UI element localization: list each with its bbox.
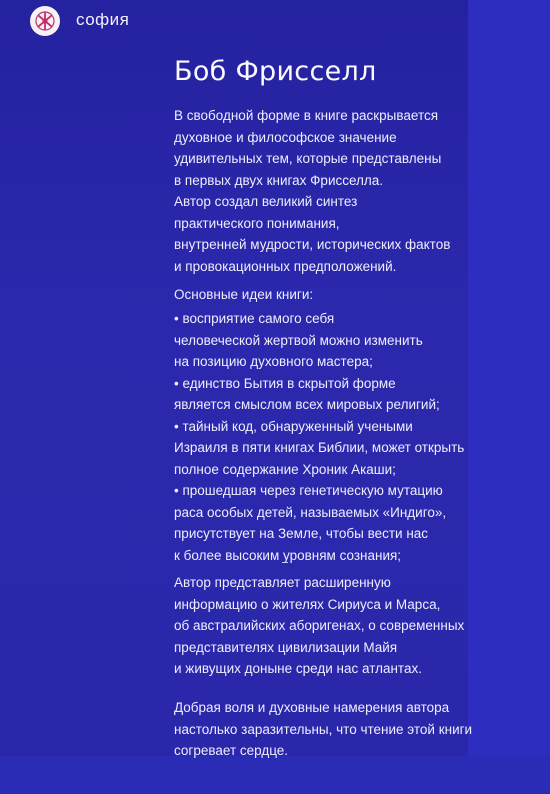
text-line: Автор создал великий синтез <box>174 194 358 209</box>
intro-paragraph <box>174 105 474 277</box>
text-line: внутренней мудрости, исторических фактов <box>174 237 451 252</box>
sofia-logo-icon <box>30 6 60 36</box>
text-line: согревает сердце. <box>174 743 289 758</box>
text-line: Добрая воля и духовные намерения автора <box>174 700 450 715</box>
list-item-line: • восприятие самого себя <box>174 311 335 326</box>
text-line: об австралийских аборигенах, о современных <box>174 618 465 633</box>
list-item-line: человеческой жертвой можно изменить <box>174 332 423 348</box>
text-line: настолько заразительны, что чтение этой книги <box>174 721 473 737</box>
extra-paragraph <box>174 572 474 680</box>
text-line: В свободной форме в книге раскрывается <box>174 108 439 123</box>
list-item-line: • прошедшая через генетическую мутацию <box>174 483 443 498</box>
text-line: и живущих доныне среди нас атлантах. <box>174 661 422 676</box>
publisher-name: софия <box>76 10 130 29</box>
text-line: Основные идеи книги: <box>174 287 314 302</box>
cover-edge <box>468 0 550 794</box>
closing-paragraph <box>174 697 474 762</box>
text-line: в первых двух книгах Фрисселла. <box>174 172 384 188</box>
text-line: информацию о жителях Сириуса и Марса, <box>174 596 441 612</box>
list-item-line: полное содержание Хроник Акаши; <box>174 461 396 477</box>
ideas-heading <box>174 284 474 306</box>
text-line: и провокационных предположений. <box>174 258 397 274</box>
text-line: духовное и философское значение <box>174 129 397 145</box>
text-line: представителях цивилизации Майя <box>174 639 398 655</box>
list-item-line: Израиля в пяти книгах Библии, может открыть <box>174 440 465 455</box>
list-item-line: • единство Бытия в скрытой форме <box>174 375 396 391</box>
list-item-line: раса особых детей, называемых «Индиго», <box>174 504 447 520</box>
list-item-line: к более высоким уровням сознания; <box>174 547 402 563</box>
list-item-line: на позицию духовного мастера; <box>174 354 373 369</box>
divider <box>282 562 288 563</box>
ideas-list <box>174 308 474 566</box>
text-line: удивительных тем, которые представлены <box>174 151 442 166</box>
text-line: Автор представляет расширенную <box>174 575 391 590</box>
text-line: практического понимания, <box>174 215 340 231</box>
cover-bottom-edge <box>0 756 550 794</box>
author-title: Боб Фрисселл <box>174 56 377 87</box>
list-item-line: присутствует на Земле, чтобы вести нас <box>174 526 429 541</box>
list-item-line: • тайный код, обнаруженный учеными <box>174 418 413 434</box>
list-item-line: является смыслом всех мировых религий; <box>174 397 440 412</box>
